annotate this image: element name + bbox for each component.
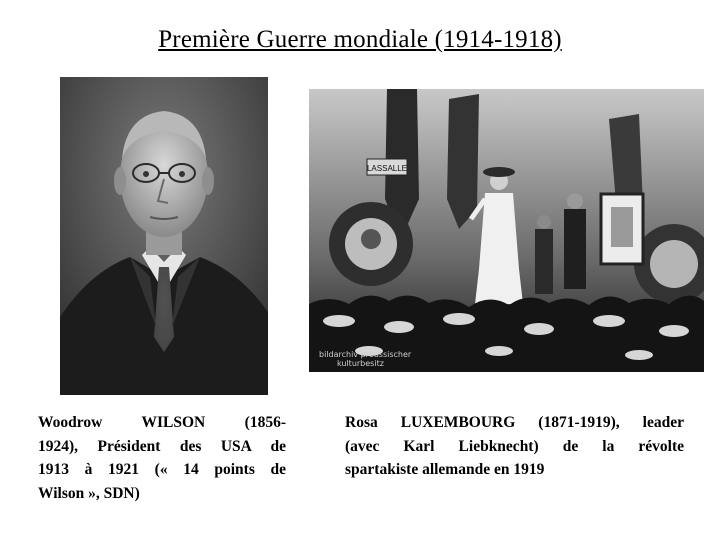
rally-illustration [309,89,704,372]
luxemburg-caption [345,411,684,482]
luxemburg-rally-photo [309,89,704,372]
wilson-caption-line: 1913 à 1921 (« 14 points de [38,461,286,478]
wilson-caption [38,411,286,505]
watermark-line-2: kulturbesitz [337,359,384,368]
luxemburg-caption-line: (avec Karl Liebknecht) de la révolte [345,437,684,455]
wilson-caption-line: 1924), Président des USA de [38,437,286,455]
banner-text: LASSALLE [366,164,408,173]
watermark-line-1: bildarchiv preussischer [319,350,412,359]
wilson-caption-line: Wilson », SDN) [38,484,140,502]
luxemburg-caption-line: Rosa LUXEMBOURG (1871-1919), leader [345,414,684,431]
wilson-portrait-photo [60,77,268,395]
slide-title: Première Guerre mondiale (1914-1918) [158,26,562,53]
portrait-illustration [60,77,268,395]
wilson-caption-line: Woodrow WILSON (1856- [38,414,286,431]
luxemburg-caption-line: spartakiste allemande en 1919 [345,461,545,478]
